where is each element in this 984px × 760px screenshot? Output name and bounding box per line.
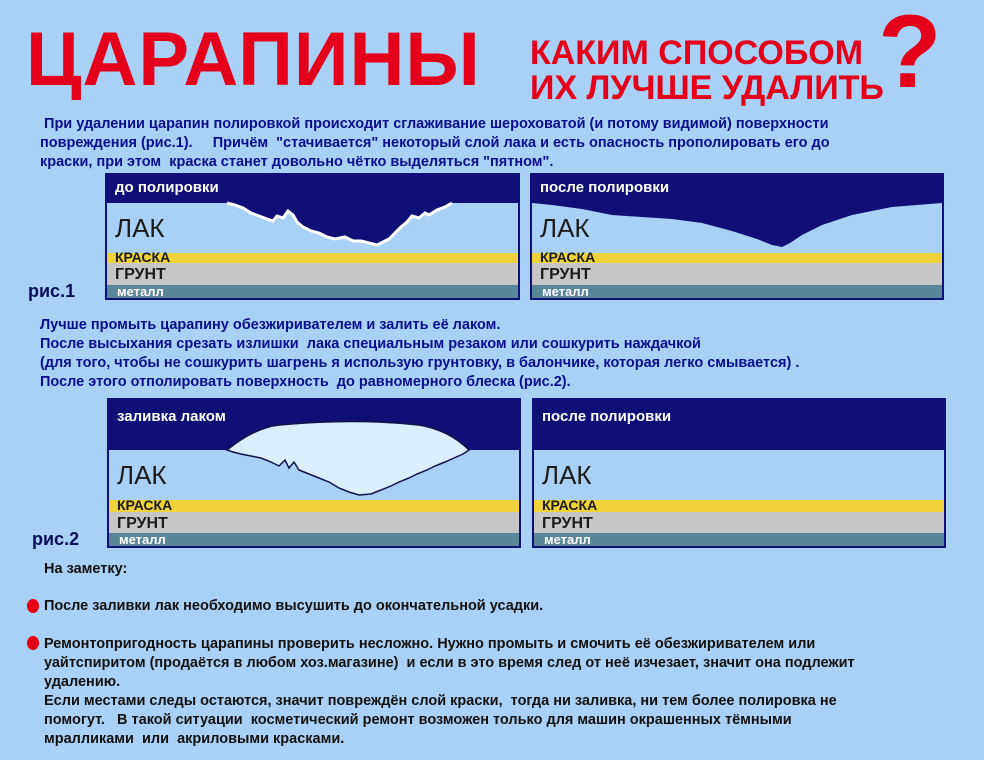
subtitle-line-2: ИХ ЛУЧШЕ УДАЛИТЬ	[530, 69, 884, 107]
page-subtitle	[530, 36, 884, 106]
lacquer-layer	[534, 450, 944, 500]
note-line: Ремонтопригодность царапины проверить несложно. Нужно промыть и смочить её обезжиривателем или	[44, 636, 816, 652]
metal-label: металл	[542, 284, 589, 299]
intro-paragraph	[40, 115, 830, 172]
note-line: помогут. В такой ситуации косметический ремонт возможен только для машин окрашенных тёмными	[44, 712, 792, 728]
metal-label: металл	[117, 284, 164, 299]
note-item-2	[44, 635, 855, 749]
intro-line: краски, при этом краска станет довольно чётко выделяться "пятном".	[40, 154, 554, 170]
note-line: уайтспиритом (продаётся в любом хоз.магазине) и если в это время след от неё изчезает, значит она подлежит	[44, 655, 855, 671]
figure-1-label: рис.1	[28, 281, 76, 301]
lacquer-label: ЛАК	[540, 213, 590, 243]
lacquer-label: ЛАК	[115, 213, 165, 243]
paint-label: КРАСКА	[540, 249, 596, 265]
primer-label: ГРУНТ	[542, 515, 593, 532]
fig2-panel-fill	[107, 398, 521, 548]
question-mark-icon: ?	[878, 0, 942, 110]
note-line: Если местами следы остаются, значит повреждён слой краски, тогда ни заливка, ни тем более полировка не	[44, 693, 837, 709]
metal-label: металл	[119, 532, 166, 547]
panel-title: после полировки	[540, 179, 670, 196]
primer-label: ГРУНТ	[115, 266, 166, 283]
panel-title: после полировки	[542, 408, 672, 425]
primer-label: ГРУНТ	[540, 266, 591, 283]
bullet-icon	[27, 599, 39, 613]
fig2-panel-after	[532, 398, 946, 548]
panel-title: заливка лаком	[117, 408, 226, 425]
figure-2-label: рис.2	[32, 529, 80, 549]
notes-heading: На заметку:	[44, 561, 128, 577]
fig1-panel-before	[105, 173, 520, 300]
paint-label: КРАСКА	[117, 497, 173, 513]
note-item-1	[44, 597, 543, 616]
paint-label: КРАСКА	[115, 249, 171, 265]
page-title: ЦАРАПИНЫ	[26, 17, 481, 102]
metal-layer	[534, 533, 944, 546]
intro-line: При удалении царапин полировкой происходит сглаживание шероховатой (и потому видимой) поверхности	[40, 116, 829, 132]
paint-label: КРАСКА	[542, 497, 598, 513]
panel-title: до полировки	[115, 179, 219, 196]
note-line: После заливки лак необходимо высушить до окончательной усадки.	[44, 598, 544, 614]
method-line: После высыхания срезать излишки лака специальным резаком или сошкурить наждачкой	[40, 336, 701, 352]
primer-label: ГРУНТ	[117, 515, 168, 532]
lacquer-label: ЛАК	[117, 460, 167, 490]
subtitle-line-1: КАКИМ СПОСОБОМ	[530, 34, 864, 72]
method-paragraph	[40, 316, 799, 392]
method-line: После этого отполировать поверхность до равномерного блеска (рис.2).	[40, 374, 571, 390]
note-line: мралликами или акриловыми красками.	[44, 731, 345, 747]
lacquer-label: ЛАК	[542, 460, 592, 490]
note-line: удалению.	[44, 674, 121, 690]
method-line: Лучше промыть царапину обезжиривателем и залить её лаком.	[40, 317, 501, 333]
fig1-panel-after	[530, 173, 944, 300]
intro-line: повреждения (рис.1). Причём "стачивается" некоторый слой лака и есть опасность прополировать его до	[40, 135, 830, 151]
metal-label: металл	[544, 532, 591, 547]
method-line: (для того, чтобы не сошкурить шагрень я использую грунтовку, в балончике, которая легко смывается) .	[40, 355, 800, 371]
bullet-icon	[27, 636, 39, 650]
primer-layer	[534, 512, 944, 533]
